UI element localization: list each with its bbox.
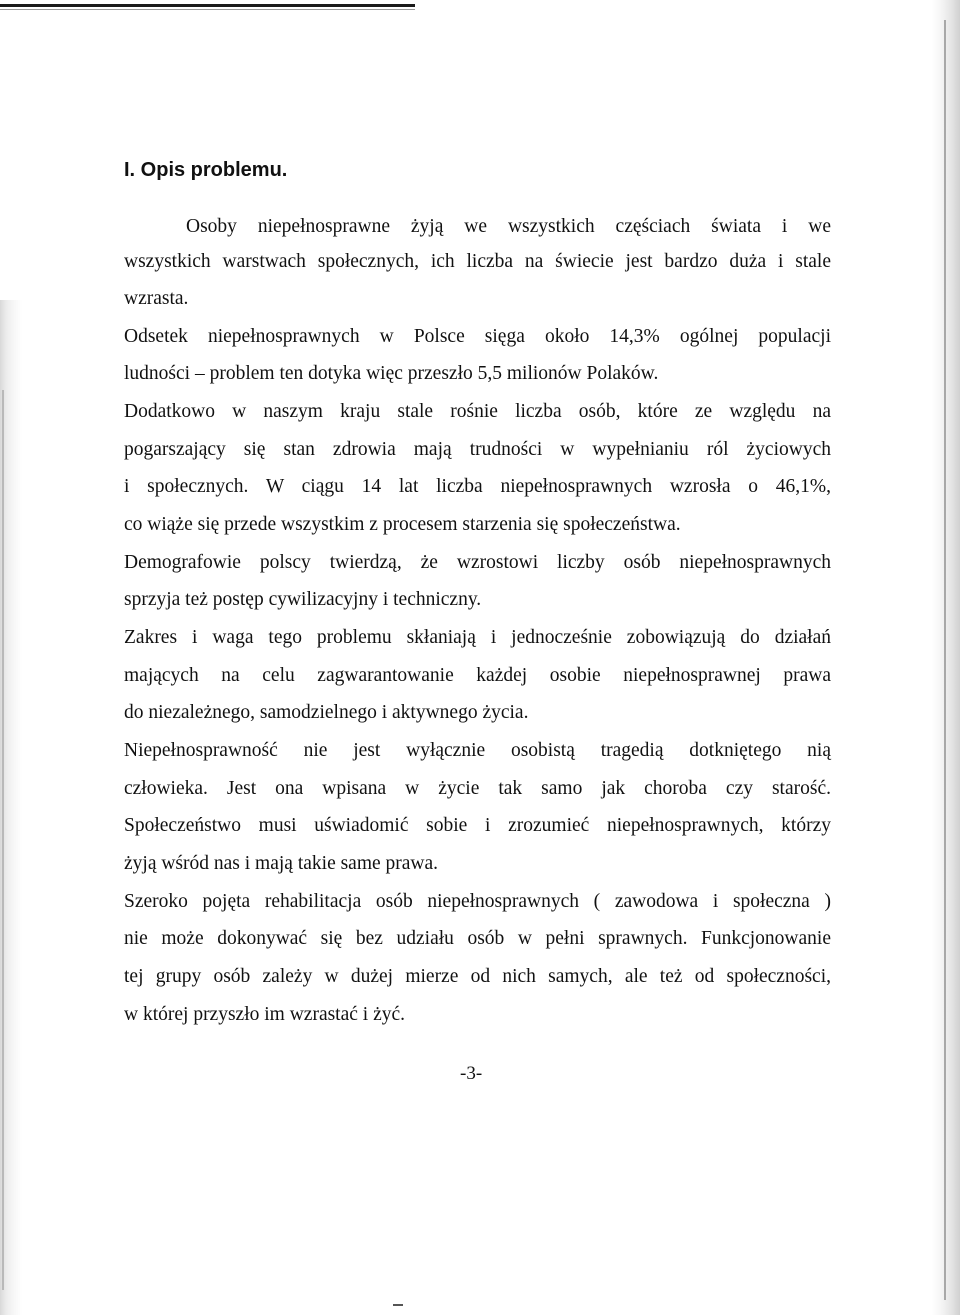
text-line-18: żyją wśród nas i mają takie same prawa.	[124, 853, 439, 874]
scan-bottom-mark	[393, 1304, 403, 1306]
text-line-19: Szeroko pojęta rehabilitacja osób niepełnosprawnych ( zawodowa i społeczna )	[124, 891, 831, 912]
text-line-3: wzrasta.	[124, 288, 189, 309]
scan-top-rule	[0, 4, 415, 7]
page-number: -3-	[460, 1063, 483, 1084]
text-line-9: co wiąże się przede wszystkim z procesem starzenia się społeczeństwa.	[124, 514, 681, 535]
text-line-11: sprzyja też postęp cywilizacyjny i techniczny.	[124, 589, 482, 610]
text-line-4: Odsetek niepełnosprawnych w Polsce sięga około 14,3% ogólnej populacji	[124, 326, 831, 347]
text-line-1: Osoby niepełnosprawne żyją we wszystkich częściach świata i we	[186, 216, 831, 237]
text-line-2: wszystkich warstwach społecznych, ich liczba na świecie jest bardzo duża i stale	[124, 251, 831, 272]
scan-right-edge-shadow	[932, 0, 960, 1315]
scan-top-rule-thin	[0, 9, 415, 10]
text-line-13: mających na celu zagwarantowanie każdej osobie niepełnosprawnej prawa	[124, 665, 831, 686]
scan-left-edge-line	[2, 390, 4, 1290]
text-line-5: ludności – problem ten dotyka więc przeszło 5,5 milionów Polaków.	[124, 363, 659, 384]
text-line-17: Społeczeństwo musi uświadomić sobie i zrozumieć niepełnosprawnych, którzy	[124, 815, 831, 836]
text-line-6: Dodatkowo w naszym kraju stale rośnie liczba osób, które ze względu na	[124, 401, 831, 422]
text-line-15: Niepełnosprawność nie jest wyłącznie osobistą tragedią dotkniętego nią	[124, 740, 831, 761]
section-heading: I. Opis problemu.	[124, 159, 288, 181]
text-line-10: Demografowie polscy twierdzą, że wzrostowi liczby osób niepełnosprawnych	[124, 552, 831, 573]
text-line-16: człowieka. Jest ona wpisana w życie tak samo jak choroba czy starość.	[124, 778, 831, 799]
text-line-22: w której przyszło im wzrastać i żyć.	[124, 1004, 406, 1025]
text-line-12: Zakres i waga tego problemu skłaniają i jednocześnie zobowiązują do działań	[124, 627, 831, 648]
scan-right-edge-line	[944, 20, 946, 1300]
text-line-21: tej grupy osób zależy w dużej mierze od nich samych, ale też od społeczności,	[124, 966, 831, 987]
text-line-14: do niezależnego, samodzielnego i aktywnego życia.	[124, 702, 529, 723]
text-line-8: i społecznych. W ciągu 14 lat liczba niepełnosprawnych wzrosła o 46,1%,	[124, 476, 831, 497]
text-line-20: nie może dokonywać się bez udziału osób w pełni sprawnych. Funkcjonowanie	[124, 928, 831, 949]
text-line-7: pogarszający się stan zdrowia mają trudności w wypełnianiu ról życiowych	[124, 439, 831, 460]
